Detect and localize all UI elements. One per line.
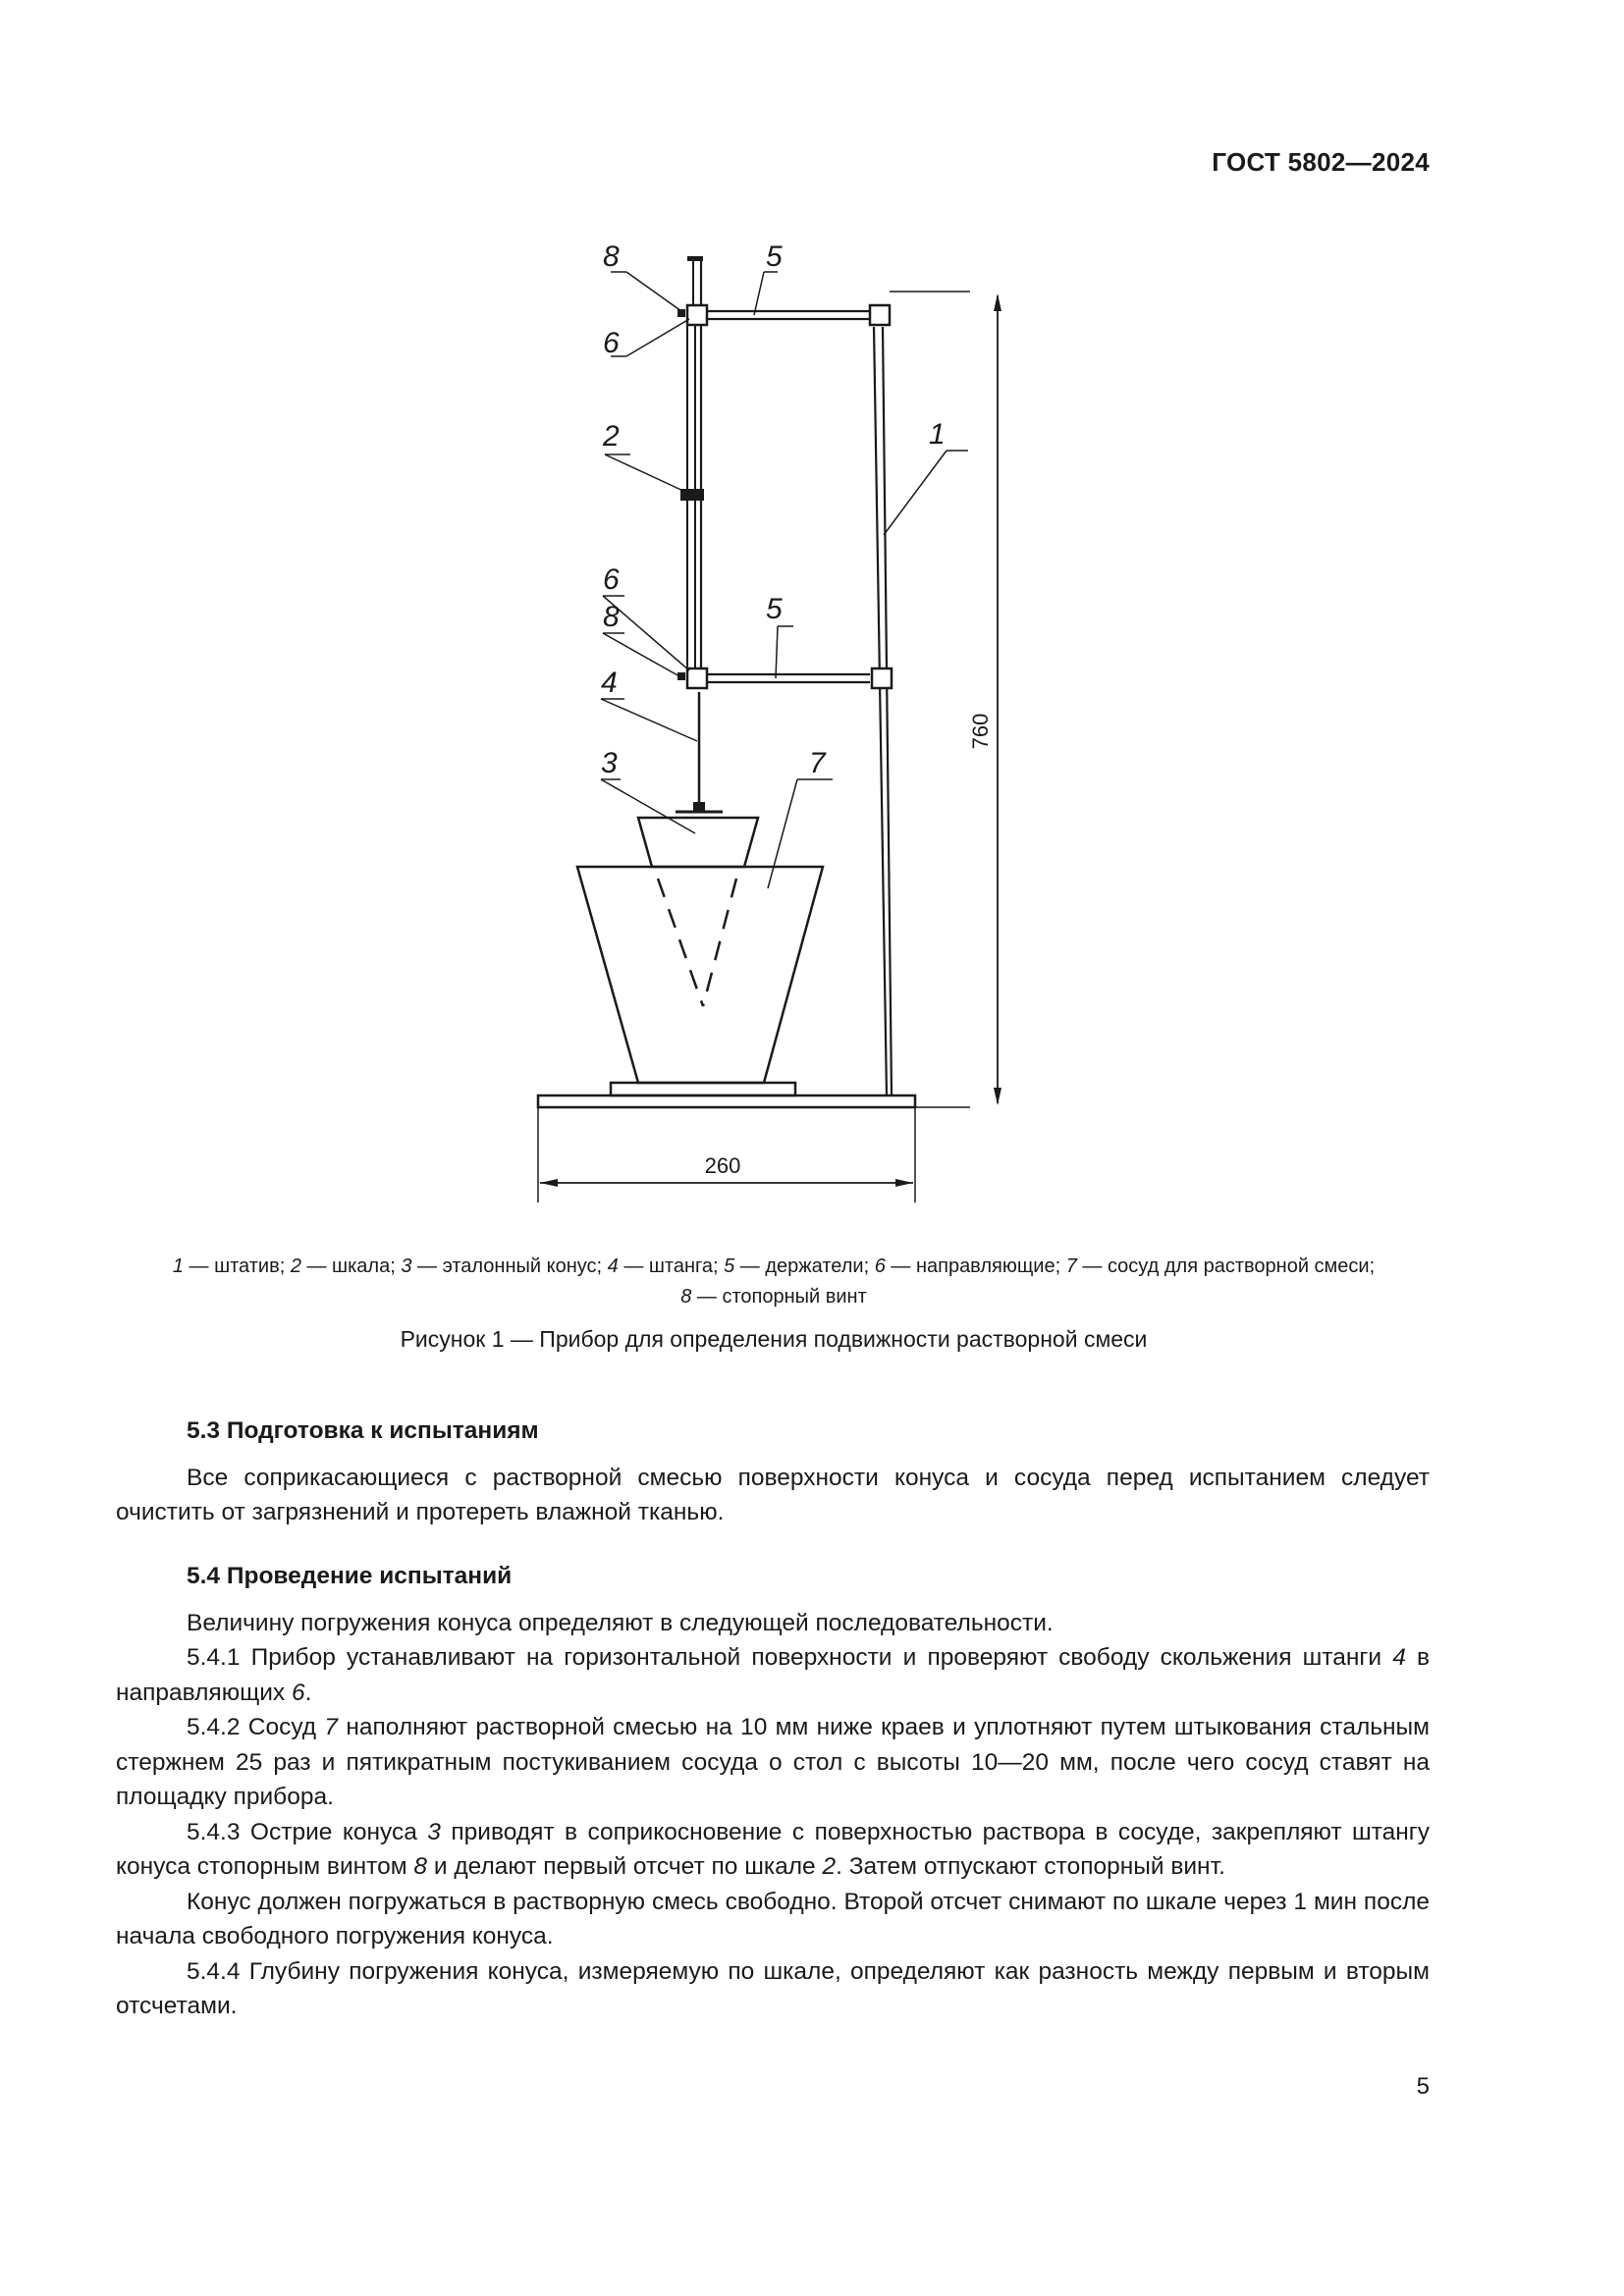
callout-scale-2: 2 (603, 420, 620, 453)
legend-num-2: 2 (290, 1255, 301, 1277)
legend-text-3: — эталонный конус; (411, 1255, 608, 1277)
legend-num-7: 7 (1065, 1255, 1077, 1277)
p543-a: 5.4.3 Острие конуса (187, 1818, 428, 1845)
page-number: 5 (1416, 2073, 1430, 2100)
section-5-3-title: 5.3 Подготовка к испытаниям (187, 1417, 539, 1444)
legend-num-6: 6 (874, 1255, 886, 1277)
callout-mid-6: 6 (603, 563, 620, 596)
platform (611, 1083, 795, 1095)
legend-text-5: — держатели; (734, 1255, 875, 1277)
legend-text-2: — шкала; (300, 1255, 402, 1277)
p542-ref-vessel: 7 (324, 1714, 339, 1740)
leader-2b (605, 454, 685, 492)
clamp-mid-right (872, 668, 892, 688)
vessel (577, 867, 823, 1083)
dim-260-label: 260 (704, 1153, 741, 1178)
dim260-arrow-left (540, 1179, 558, 1187)
p543-b: приводят в соприкосновение с поверхностью раствора в сосуде, закрепляют штангу конуса стопорным винтом (116, 1818, 1430, 1880)
dim760-arrow-top (994, 294, 1001, 311)
leader-top-8b (626, 272, 681, 311)
section-5-3 (116, 1414, 1430, 1530)
section-5-4-intro: Величину погружения конуса определяют в следующей последовательности. (187, 1609, 1054, 1636)
leader-7b (768, 779, 797, 888)
p542-b: наполняют растворной смесью на 10 мм ниже краев и уплотняют путем штыкования стальным стержнем 25 раз и пятикратным постукиванием сосуда о стол с высоты 10—20 мм, после чего сосуд ставят на площадку прибора. (116, 1714, 1430, 1810)
p543-d: . Затем отпускают стопорный винт. (836, 1853, 1225, 1880)
callout-mid-5: 5 (766, 593, 783, 625)
cone-tip-hidden-left (658, 879, 703, 1006)
p543-c: и делают первый отсчет по шкале (427, 1853, 823, 1880)
paragraph-5-4-2 (116, 1710, 1430, 1815)
legend-num-4: 4 (607, 1255, 619, 1277)
callout-cone-3: 3 (601, 747, 618, 779)
cone-hub (693, 802, 705, 812)
p541-ref-guides: 6 (291, 1679, 305, 1706)
p542-a: 5.4.2 Сосуд (187, 1714, 325, 1740)
callout-stand-1: 1 (929, 418, 946, 451)
leader-mid-5b (776, 626, 778, 678)
p541-b: в направляющих (116, 1644, 1430, 1706)
p541-ref-rod: 4 (1392, 1644, 1406, 1671)
apparatus-drawing (530, 240, 1041, 1212)
leader-1b (884, 451, 947, 535)
section-5-3-paragraph: Все соприкасающиеся с растворной смесью поверхности конуса и сосуда перед испытанием следует очистить от загрязнений и протереть влажной тканью. (116, 1464, 1430, 1525)
leader-top-6b (626, 319, 689, 356)
document-header: ГОСТ 5802—2024 (1212, 147, 1430, 177)
callout-vessel-7: 7 (809, 747, 826, 779)
figure-legend (116, 1252, 1432, 1312)
legend-text-8: — стопорный винт (691, 1286, 867, 1308)
clamp-mid-left (687, 668, 707, 688)
p543-ref-scale: 2 (822, 1853, 837, 1880)
dim-760-label: 760 (968, 713, 993, 750)
legend-num-5: 5 (724, 1255, 735, 1277)
legend-num-1: 1 (172, 1255, 184, 1277)
paragraph-5-4-3 (116, 1815, 1430, 1885)
figure-caption: Рисунок 1 — Прибор для определения подвижности растворной смеси (400, 1326, 1148, 1352)
section-5-4-title: 5.4 Проведение испытаний (187, 1563, 513, 1589)
dim760-arrow-bottom (994, 1088, 1001, 1105)
paragraph-5-4-4: 5.4.4 Глубину погружения конуса, измеряемую по шкале, определяют как разность между первым и вторым отсчетами. (116, 1957, 1430, 2019)
legend-text-1: — штатив; (183, 1255, 291, 1277)
legend-text-7: — сосуд для растворной смеси; (1076, 1255, 1376, 1277)
leader-4b (601, 699, 697, 741)
legend-num-8: 8 (680, 1286, 692, 1308)
callout-top-6: 6 (603, 327, 620, 359)
legend-text-6: — направляющие; (885, 1255, 1066, 1277)
callout-top-8: 8 (603, 240, 620, 273)
p541-c: . (304, 1679, 312, 1706)
apparatus-figure (530, 240, 1041, 1212)
dim260-arrow-right (895, 1179, 913, 1187)
cone-tip-hidden-right (703, 879, 736, 1006)
callout-mid-8: 8 (603, 601, 620, 633)
section-5-4 (116, 1559, 1430, 2024)
legend-num-3: 3 (401, 1255, 412, 1277)
p543-ref-screw: 8 (413, 1853, 428, 1880)
callout-rod-4: 4 (601, 667, 618, 699)
legend-text-4: — штанга; (618, 1255, 725, 1277)
p541-a: 5.4.1 Прибор устанавливают на горизонтальной поверхности и проверяют свободу скольжения штанги (187, 1644, 1393, 1671)
p543-ref-cone: 3 (427, 1818, 441, 1845)
legend-line-1 (116, 1252, 1432, 1282)
clamp-top-right (870, 305, 890, 325)
paragraph-5-4-1 (116, 1640, 1430, 1710)
leader-3b (601, 779, 695, 833)
callout-top-5: 5 (766, 240, 783, 273)
legend-line-2 (116, 1282, 1432, 1312)
rod-cap (687, 256, 703, 261)
paragraph-cone-immersion: Конус должен погружаться в растворную смесь свободно. Второй отсчет снимают по шкале через 1 мин после начала свободного погружения конуса. (116, 1888, 1430, 1949)
reference-cone (638, 818, 758, 867)
leader-top-5b (754, 272, 764, 315)
clamp-top-left (687, 305, 707, 325)
base-plate (538, 1095, 915, 1107)
